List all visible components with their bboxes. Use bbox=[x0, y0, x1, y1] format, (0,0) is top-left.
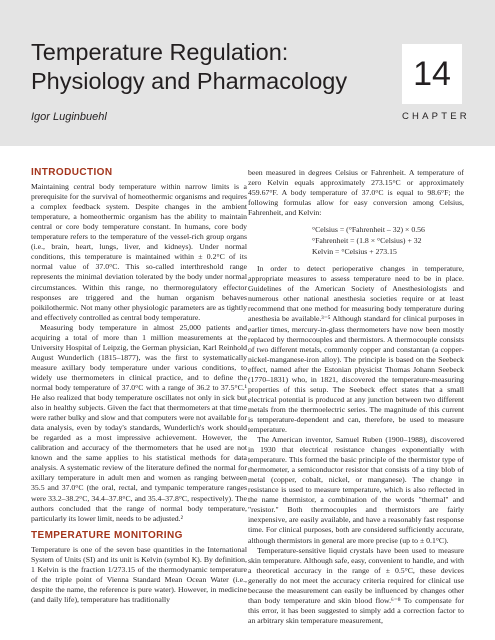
formula-celsius: °Celsius = (°Fahrenheit – 32) × 0.56 bbox=[312, 225, 425, 235]
chapter-author: Igor Luginbuehl bbox=[31, 111, 107, 123]
formula-fahrenheit: °Fahrenheit = (1.8 × °Celsius) + 32 bbox=[312, 236, 422, 246]
chapter-header bbox=[0, 0, 495, 146]
heading-introduction: INTRODUCTION bbox=[31, 167, 113, 178]
chapter-title bbox=[31, 38, 347, 96]
left-column bbox=[31, 168, 247, 605]
paragraph: been measured in degrees Celsius or Fahrenheit. A temperature of zero Kelvin equals approximately 273.15°C or approximately 459.67°F. A body temperature of 37.0°C is equal to 98.6°F; the following formulas allow for easy conversion among Celsius, Fahrenheit, and Kelvin: bbox=[248, 168, 464, 218]
paragraph: In order to detect perioperative changes in temperature, appropriate measures to assess temperature need to be in place. Guidelines of the American Society of Anesthesiologists and numerous other national anesthesia societies require or at least recommend that one method for measuring body temperature during anesthesia be available.³⁻⁵ Although standard for clinical purposes in earlier times, mercury-in-glass thermometers have now been mostly replaced by thermocouples and thermistors. A thermocouple consists of two different metals, commonly copper and constantan (a copper-nickel-manganese-iron alloy). The principle is based on the Seebeck effect, named after the Estonian physicist Thomas Johann Seebeck (1770–1831) who, in 1821, discovered the temperature-measuring properties of this setup. The Seebeck effect states that a small electrical potential is produced at any junction between two different metals from the thermoelectric series. The magnitude of this current is temperature-dependent and can, therefore, be used to measure temperature. bbox=[248, 264, 464, 434]
paragraph: Temperature is one of the seven base quantities in the International System of Units (SI) and its unit is Kelvin (symbol K). By definition, 1 Kelvin is the fraction 1/273.15 of the thermodynamic temperature of the triple point of Vienna Standard Mean Ocean Water (i.e., despite the name, the reference is pure water). However, in medicine (and daily life), temperature has traditionally bbox=[31, 544, 247, 604]
heading-temperature-monitoring: TEMPERATURE MONITORING bbox=[31, 529, 183, 541]
chapter-label: CHAPTER bbox=[402, 111, 470, 122]
right-column bbox=[248, 168, 464, 626]
chapter-title-line2: Physiology and Pharmacology bbox=[31, 68, 348, 94]
paragraph: Maintaining central body temperature within narrow limits is a prerequisite for the survival of homeothermic organisms and requires a complex feedback system. Despite changes in the ambient temperature, a homeothermic organism has the ability to maintain central or core body temperature constant. In humans, core body temperature refers to the temperature of the vessel-rich group organs (i.e., brain, heart, lungs, liver, and kidneys). Under normal conditions, this temperature is maintained within ± 0.2°C of its normal value of 37.0°C. This so-called interthreshold range represents the minimal deviation tolerated by the body under normal circumstances. Within this range, no thermoregulatory effector responses are triggered and the human organism behaves poikilothermic. Not many other physiologic parameters are as tightly and effectively controlled as central body temperature. bbox=[31, 182, 247, 322]
paragraph: Temperature-sensitive liquid crystals have been used to measure skin temperature. Although safe, easy, convenient to handle, and with a theoretical accuracy in the range of ± 0.5°C, these devices generally do not meet the accuracy criteria required for clinical use because the measurement can easily be influenced by changes other than body temperature and skin blood flow.⁶⁻⁸ To compensate for this error, it has been suggested to simply add a correction factor to an arbitrary skin temperature measurement, bbox=[248, 545, 464, 625]
paragraph: Measuring body temperature in almost 25,000 patients and acquiring a total of more than 1 million measurements at the University Hospital of Leipzig, the German physician, Karl Reinhold August Wunderlich (1815–1877), was the first to systematically measure axillary body temperature under various conditions, to widely use thermometers in clinical practice, and to define the normal body temperature of 37.0°C with a range of 36.2 to 37.5°C.¹ He also realized that body temperature oscillates not only in sick but also in healthy subjects. Given the fact that thermometers at that time were rather bulky and slow and that computers were not available for data analysis, even by today's standards, Wunderlich's work should be regarded as a most impressive achievement. However, the calibration and accuracy of the thermometers that he used are not known and the same applies to his statistical methods for data analysis. A systematic review of the literature defined the normal for axillary temperature in adult men and women as ranging between 35.5 and 37.0°C (the oral, rectal, and tympanic temperature ranges were 33.2–38.2°C, 34.4–37.8°C, and 35.4–37.8°C, respectively). The authors concluded that the range of normal body temperature, particularly its lower limit, needs to be adjusted.² bbox=[31, 322, 247, 523]
paragraph: The American inventor, Samuel Ruben (1900–1988), discovered in 1930 that electrical resistance changes exponentially with temperature. This formed the basic principle of the thermistor type of thermometer, a semiconductor resistor that consists of a tiny blob of metal (copper, cobalt, nickel, or manganese). The change in resistance is used to measure temperature, which is also reflected in the name thermistor, a combination of the words "thermal" and "resistor." Both thermocouples and thermistors are fairly inexpensive, are easily available, and have a reasonably fast response time. For clinical purposes, both are considered sufficiently accurate, although thermistors in general are more precise (up to ± 0.1°C). bbox=[248, 435, 464, 545]
formula-kelvin: Kelvin = °Celsius + 273.15 bbox=[312, 247, 397, 257]
chapter-title-line1: Temperature Regulation: bbox=[31, 39, 289, 65]
conversion-formulas bbox=[312, 224, 464, 257]
chapter-number: 14 bbox=[402, 44, 462, 104]
